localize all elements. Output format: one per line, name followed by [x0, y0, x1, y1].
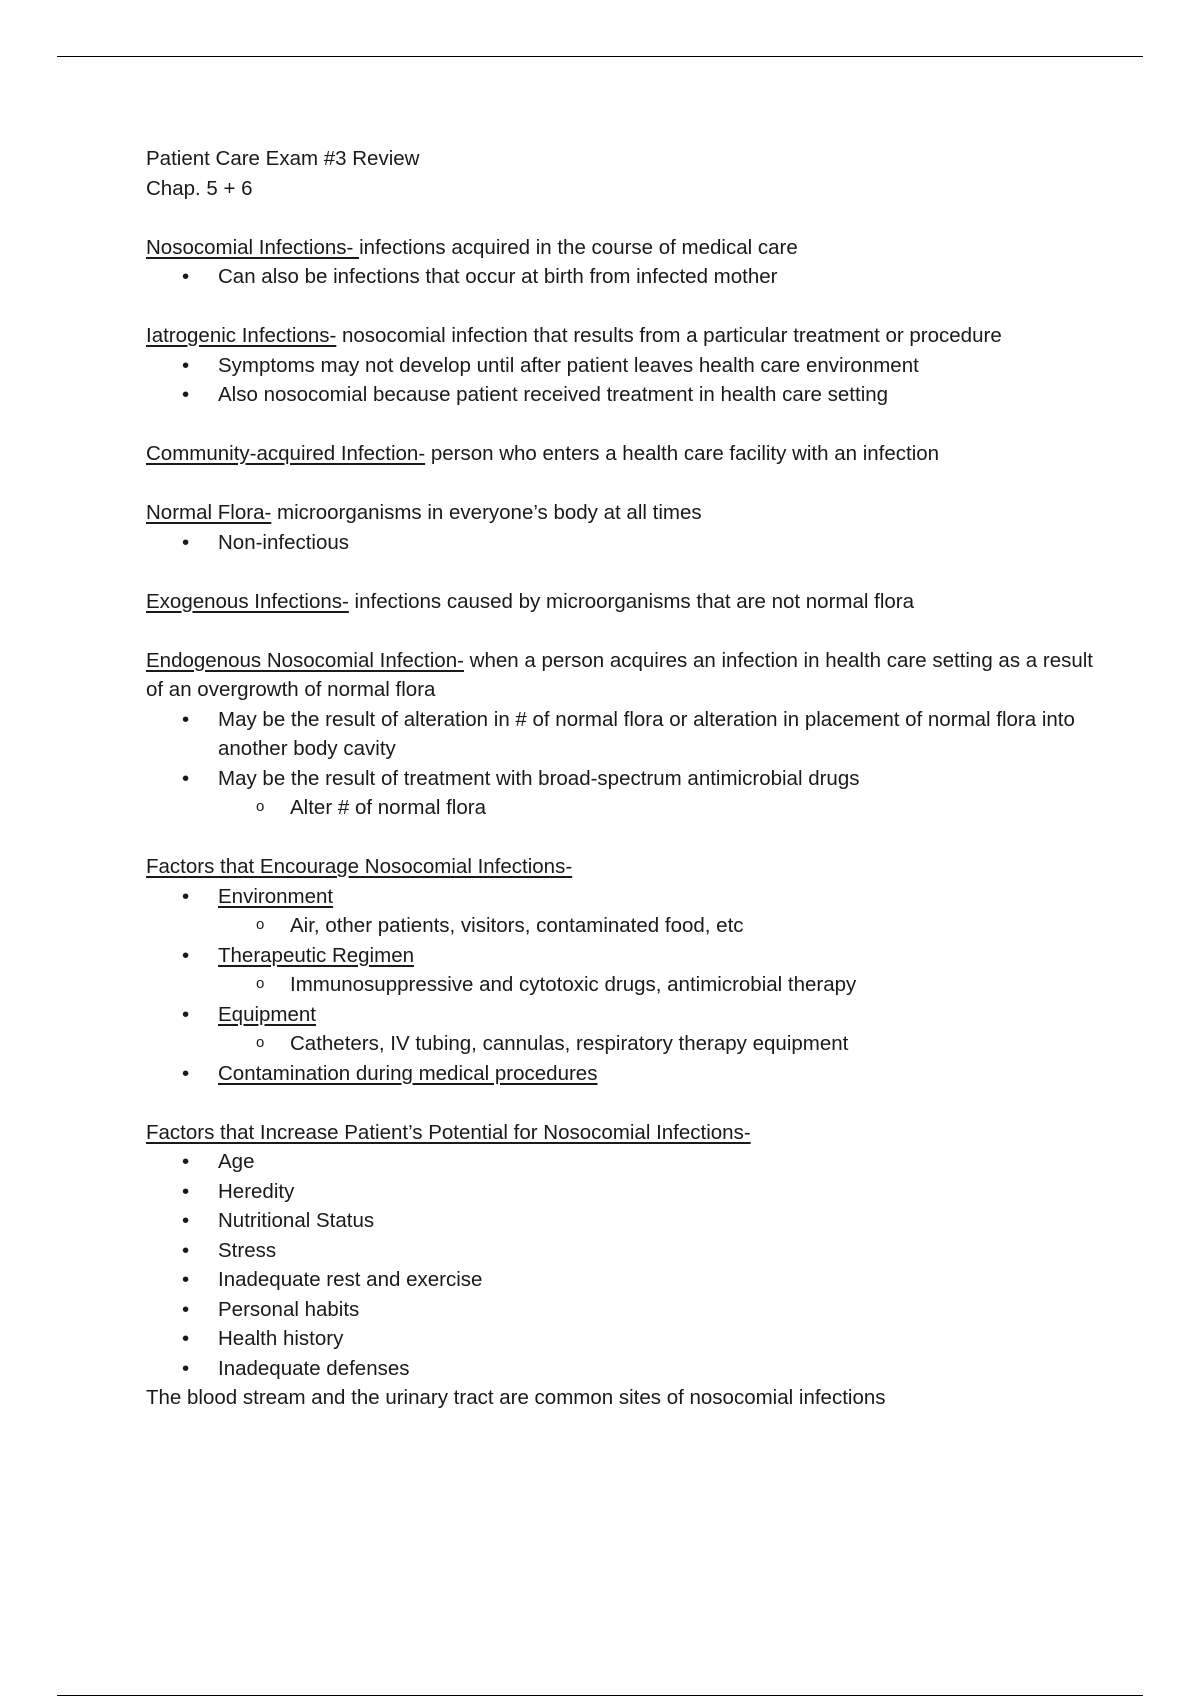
document-body: [146, 144, 1106, 1413]
list-item: • Personal habits: [146, 1295, 1106, 1325]
bottom-rule: [57, 1695, 1143, 1696]
nosocomial-term: Nosocomial Infections-: [146, 235, 360, 259]
exogenous-term: Exogenous Infections-: [146, 589, 349, 613]
endogenous-definition: Endogenous Nosocomial Infection- when a person acquires an infection in health care setting as a result of an overgrowth of normal flora: [146, 648, 1093, 701]
community-term: Community-acquired Infection-: [146, 442, 426, 465]
list-item: • Equipment: [146, 1000, 1106, 1030]
list-item: • Can also be infections that occur at birth from infected mother: [146, 262, 1106, 292]
list-item: • Inadequate defenses: [146, 1354, 1106, 1384]
flora-definition: Normal Flora- microorganisms in everyone’s body at all times: [146, 501, 702, 524]
list-item: • Stress: [146, 1236, 1106, 1266]
endogenous-term: Endogenous Nosocomial Infection-: [146, 648, 464, 672]
factors-encourage-list: [146, 882, 1106, 1089]
exogenous-definition: Exogenous Infections- infections caused by microorganisms that are not normal flora: [146, 589, 915, 613]
sub-list-item: o Alter # of normal flora: [146, 793, 1106, 823]
factors-encourage-heading: Factors that Encourage Nosocomial Infections-: [146, 855, 573, 878]
iatrogenic-list: [146, 351, 1106, 410]
iatrogenic-definition: Iatrogenic Infections- nosocomial infection that results from a particular treatment or procedure: [146, 324, 1002, 347]
factors-increase-heading: Factors that Increase Patient’s Potential for Nosocomial Infections-: [146, 1120, 751, 1144]
list-item: • May be the result of alteration in # of normal flora or alteration in placement of normal flora into another body cavity: [146, 705, 1106, 764]
list-item: • Inadequate rest and exercise: [146, 1265, 1106, 1295]
top-rule: [57, 56, 1143, 57]
flora-term: Normal Flora-: [146, 501, 272, 524]
list-item: • Non-infectious: [146, 528, 1106, 558]
list-item: • Health history: [146, 1324, 1106, 1354]
chapter-line: Chap. 5 + 6: [146, 176, 253, 200]
sub-list-item: o Catheters, IV tubing, cannulas, respiratory therapy equipment: [146, 1029, 1106, 1059]
endogenous-list: [146, 705, 1106, 823]
list-item: • Nutritional Status: [146, 1206, 1106, 1236]
list-item: • Environment: [146, 882, 1106, 912]
nosocomial-list: [146, 262, 1106, 292]
nosocomial-definition: Nosocomial Infections- infections acquired in the course of medical care: [146, 235, 798, 259]
list-item: • May be the result of treatment with broad-spectrum antimicrobial drugs: [146, 764, 1106, 794]
list-item: • Also nosocomial because patient received treatment in health care setting: [146, 380, 1106, 410]
document-title: Patient Care Exam #3 Review: [146, 147, 420, 170]
iatrogenic-term: Iatrogenic Infections-: [146, 324, 337, 347]
factors-increase-list: [146, 1147, 1106, 1383]
list-item: • Therapeutic Regimen: [146, 941, 1106, 971]
sub-list-item: o Immunosuppressive and cytotoxic drugs, antimicrobial therapy: [146, 970, 1106, 1000]
closing-statement: The blood stream and the urinary tract are common sites of nosocomial infections: [146, 1386, 886, 1409]
sub-list-item: o Air, other patients, visitors, contaminated food, etc: [146, 911, 1106, 941]
list-item: • Symptoms may not develop until after patient leaves health care environment: [146, 351, 1106, 381]
community-definition: Community-acquired Infection- person who enters a health care facility with an infection: [146, 442, 940, 465]
flora-list: [146, 528, 1106, 558]
list-item: • Contamination during medical procedures: [146, 1059, 1106, 1089]
list-item: • Heredity: [146, 1177, 1106, 1207]
list-item: • Age: [146, 1147, 1106, 1177]
